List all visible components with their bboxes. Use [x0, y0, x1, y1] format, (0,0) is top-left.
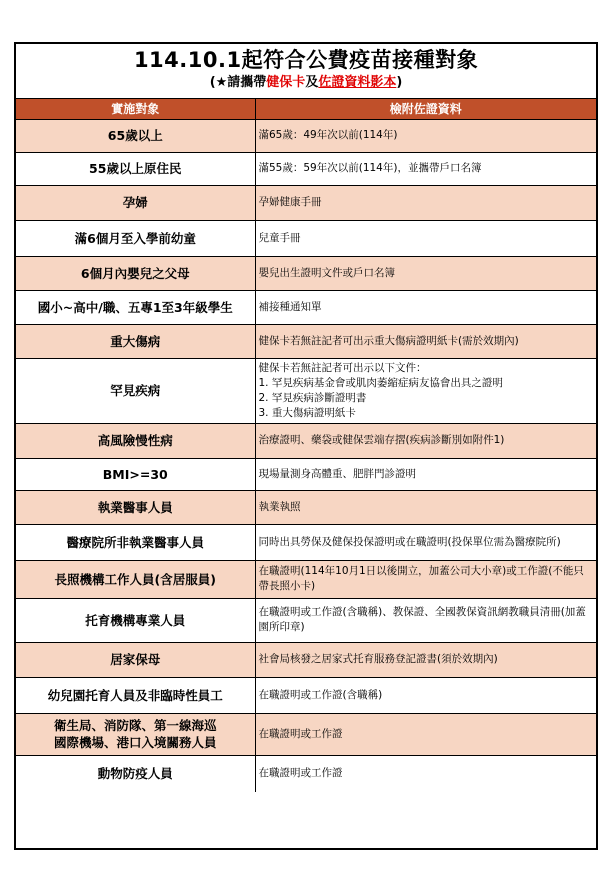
- table-row: [16, 290, 596, 324]
- row-target: 重大傷病: [16, 324, 255, 358]
- page-title: 114.10.1起符合公費疫苗接種對象: [133, 48, 479, 72]
- row-document-line: 3. 重大傷病證明紙卡: [258, 406, 356, 419]
- row-target: 執業醫事人員: [16, 490, 255, 524]
- row-document-line: 同時出具勞保及健保投保證明或在職證明(投保單位需為醫療院所): [258, 535, 561, 548]
- row-target: [16, 713, 255, 755]
- row-document-line: 執業執照: [258, 500, 301, 513]
- eligibility-table: [16, 99, 596, 792]
- table-row: [16, 185, 596, 220]
- table-row: [16, 560, 596, 598]
- row-target: 國小~高中/職、五專1至3年級學生: [16, 290, 255, 324]
- row-document-line: 滿55歲：59年次以前(114年)，並攜帶戶口名簿: [258, 162, 482, 174]
- table-row: [16, 677, 596, 713]
- row-documents: [255, 713, 596, 755]
- subtitle-supporting-docs: 佐證資料影本: [318, 75, 397, 90]
- row-target-line: 衛生局、消防隊、第一線海巡: [53, 718, 217, 733]
- row-target: 托育機構專業人員: [16, 598, 255, 642]
- table-row: [16, 490, 596, 524]
- row-target: BMI>=30: [16, 458, 255, 490]
- row-document-line: 在職證明或工作證(含職稱)、教保證、全國教保資訊網教職員清冊(加蓋園所印章): [258, 606, 586, 633]
- row-document-line: 健保卡若無註記者可出示以下文件：: [258, 361, 427, 374]
- page-subtitle: [16, 73, 596, 93]
- row-document-line: 孕婦健康手冊: [258, 196, 322, 208]
- row-documents: [255, 423, 596, 458]
- table-row: [16, 713, 596, 755]
- row-documents: [255, 458, 596, 490]
- table-row: [16, 324, 596, 358]
- row-target: 幼兒園托育人員及非臨時性員工: [16, 677, 255, 713]
- table-row: [16, 152, 596, 185]
- subtitle-suffix: ): [396, 75, 403, 90]
- row-documents: [255, 524, 596, 560]
- row-documents: [255, 220, 596, 256]
- row-document-line: 滿65歲：49年次以前(114年): [258, 129, 398, 141]
- row-documents: [255, 358, 596, 423]
- row-document-line: 健保卡若無註記者可出示重大傷病證明紙卡(需於效期內): [258, 334, 519, 347]
- row-document-line: 在職證明或工作證: [258, 727, 343, 740]
- row-documents: [255, 290, 596, 324]
- row-target: 長照機構工作人員(含居服員): [16, 560, 255, 598]
- row-document-line: 社會局核發之居家式托育服務登記證書(須於效期內): [258, 653, 498, 665]
- row-target: 醫療院所非執業醫事人員: [16, 524, 255, 560]
- subtitle-prefix: (★請攜帶: [209, 75, 267, 90]
- row-target-line: 國際機場、港口入境關務人員: [53, 735, 217, 750]
- title-box: [16, 44, 596, 99]
- row-document-line: 2. 罕見疾病診斷證明書: [258, 391, 367, 404]
- row-document-line: 嬰兒出生證明文件或戶口名簿: [258, 266, 395, 279]
- row-target: 65歲以上: [16, 119, 255, 152]
- table-row: [16, 458, 596, 490]
- row-target: 動物防疫人員: [16, 755, 255, 792]
- table-row: [16, 642, 596, 677]
- row-document-line: 治療證明、藥袋或健保雲端存摺(疾病診斷別如附件1): [258, 434, 505, 446]
- row-document-line: 補接種通知單: [258, 300, 322, 313]
- row-documents: [255, 642, 596, 677]
- row-documents: [255, 677, 596, 713]
- row-documents: [255, 598, 596, 642]
- row-document-line: 在職證明(114年10月1日以後開立，加蓋公司大小章)或工作證(不能只帶長照小卡): [258, 565, 584, 592]
- row-documents: [255, 490, 596, 524]
- table-row: [16, 598, 596, 642]
- row-target: 罕見疾病: [16, 358, 255, 423]
- row-target: 孕婦: [16, 185, 255, 220]
- subtitle-health-card: 健保卡: [266, 75, 306, 90]
- subtitle-middle: 及: [305, 75, 319, 90]
- row-target: 55歲以上原住民: [16, 152, 255, 185]
- row-document-line: 在職證明或工作證(含職稱): [258, 688, 383, 701]
- table-row: [16, 358, 596, 423]
- header-target: 實施對象: [16, 99, 255, 119]
- row-document-line: 1. 罕見疾病基金會或肌肉萎縮症病友協會出具之證明: [258, 376, 503, 389]
- row-documents: [255, 256, 596, 290]
- row-target: 高風險慢性病: [16, 423, 255, 458]
- table-body: [16, 119, 596, 792]
- row-documents: [255, 324, 596, 358]
- row-document-line: 兒童手冊: [258, 231, 301, 244]
- vaccine-eligibility-sheet: [14, 42, 598, 850]
- row-target: 滿6個月至入學前幼童: [16, 220, 255, 256]
- row-documents: [255, 119, 596, 152]
- row-document-line: 現場量測身高體重、肥胖門診證明: [258, 467, 416, 480]
- row-document-line: 在職證明或工作證: [258, 767, 343, 780]
- table-row: [16, 524, 596, 560]
- row-target: 居家保母: [16, 642, 255, 677]
- table-row: [16, 423, 596, 458]
- table-row: [16, 256, 596, 290]
- row-documents: [255, 185, 596, 220]
- row-documents: [255, 560, 596, 598]
- row-documents: [255, 755, 596, 792]
- table-row: [16, 119, 596, 152]
- row-documents: [255, 152, 596, 185]
- table-row: [16, 220, 596, 256]
- row-target: 6個月內嬰兒之父母: [16, 256, 255, 290]
- header-documents: 檢附佐證資料: [255, 99, 596, 119]
- table-row: [16, 755, 596, 792]
